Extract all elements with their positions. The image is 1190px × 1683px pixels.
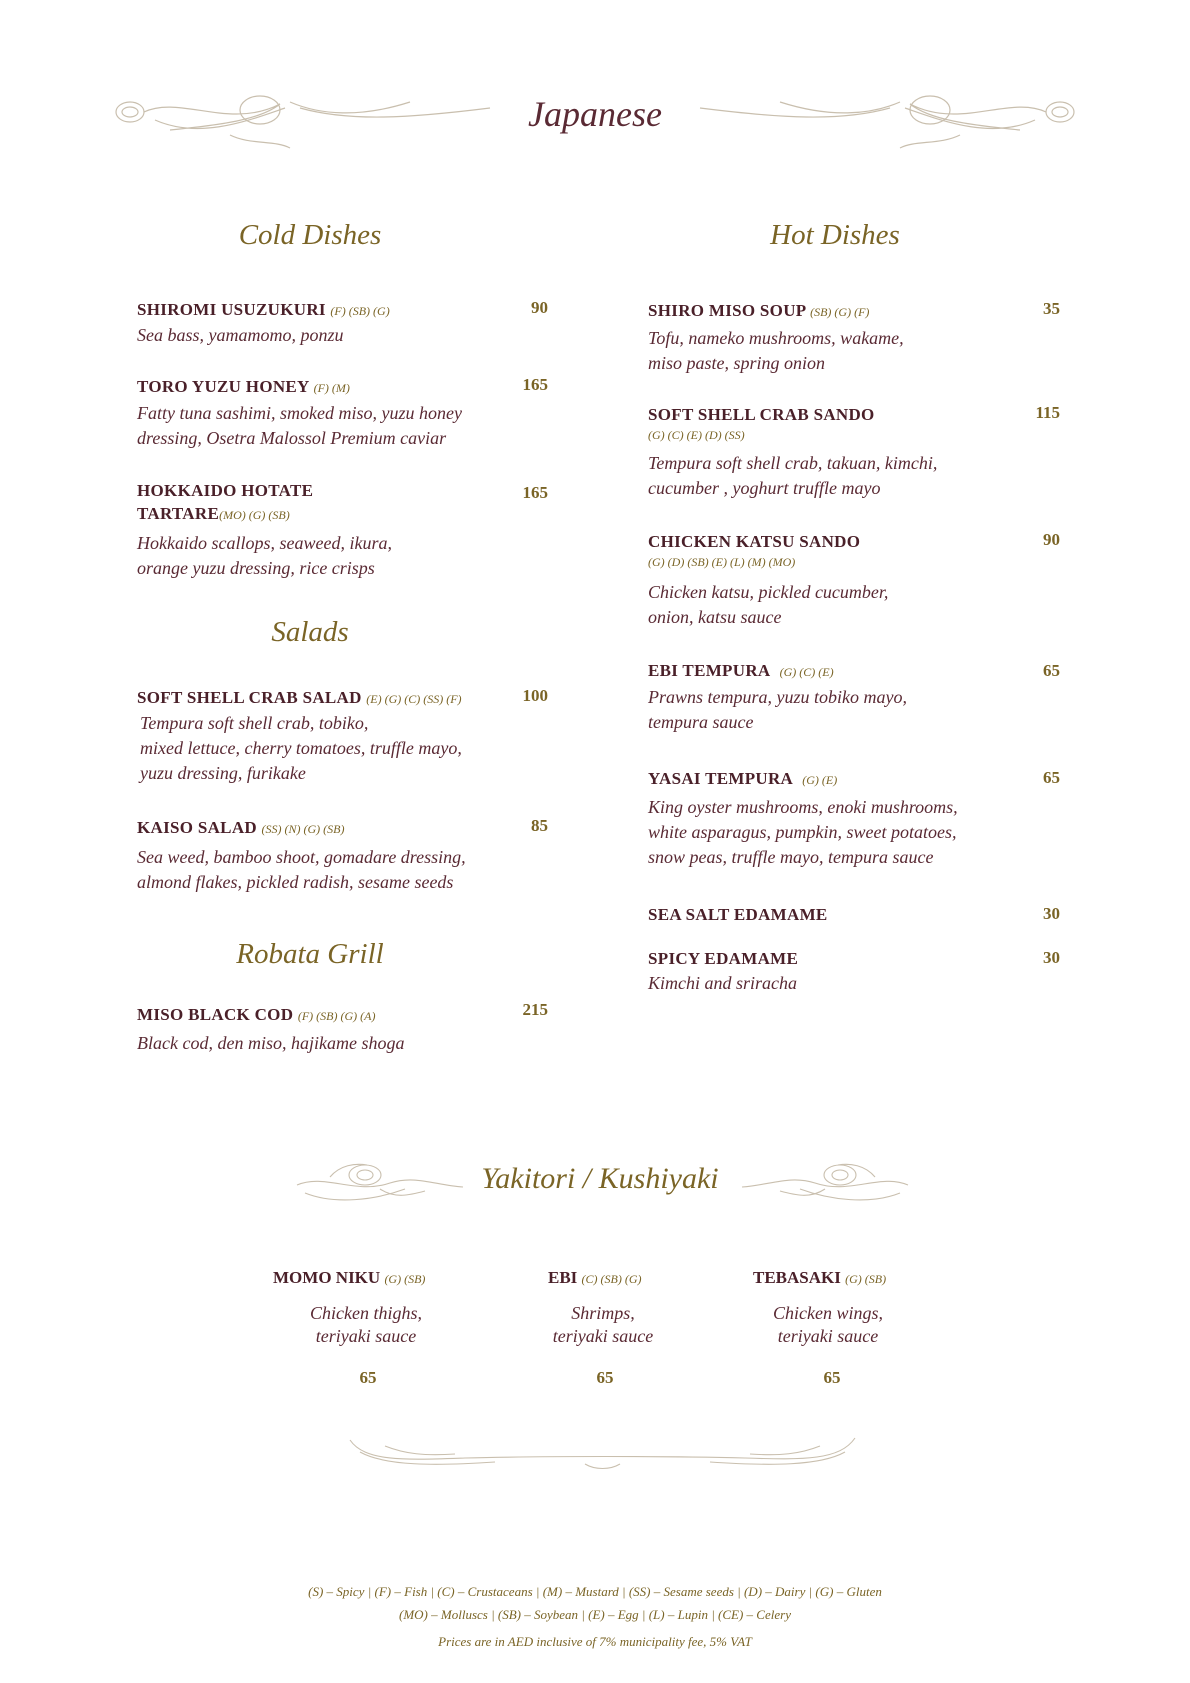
- menu-item-name: CHICKEN KATSU SANDO (G) (D) (SB) (E) (L) (M) (MO): [648, 532, 861, 569]
- menu-item-description: Chicken katsu, pickled cucumber, onion, katsu sauce: [648, 582, 889, 627]
- menu-item-price: 30: [1043, 904, 1060, 923]
- menu-item-name: SOFT SHELL CRAB SALAD (E) (G) (C) (SS) (F): [137, 688, 462, 707]
- salads-heading: Salads: [271, 616, 349, 648]
- header-flourish-left: [110, 90, 510, 150]
- bottom-flourish: [345, 1432, 860, 1477]
- menu-item-name: KAISO SALAD (SS) (N) (G) (SB): [137, 818, 345, 837]
- menu-item-name: SEA SALT EDAMAME: [648, 905, 828, 924]
- pricing-note: Prices are in AED inclusive of 7% municipality fee, 5% VAT: [438, 1634, 752, 1649]
- menu-item-price: 115: [1035, 403, 1060, 422]
- menu-item-price: 100: [522, 686, 548, 705]
- menu-item-price: 65: [1043, 768, 1060, 787]
- menu-item-price: 90: [531, 298, 548, 317]
- yakitori-flourish-left: [295, 1155, 465, 1210]
- menu-item-name: SHIROMI USUZUKURI (F) (SB) (G): [137, 300, 390, 319]
- menu-item-name: TORO YUZU HONEY (F) (M): [137, 377, 350, 396]
- yakitori-item-description: Chicken thighs, teriyaki sauce: [310, 1303, 422, 1346]
- yakitori-item-name: MOMO NIKU (G) (SB): [273, 1268, 426, 1287]
- menu-item-name: YASAI TEMPURA (G) (E): [648, 769, 838, 788]
- yakitori-item-description: Shrimps, teriyaki sauce: [552, 1303, 654, 1346]
- cold-dishes-heading: Cold Dishes: [238, 219, 382, 251]
- menu-item-description: Kimchi and sriracha: [648, 973, 798, 993]
- header-flourish-right: [680, 90, 1080, 150]
- yakitori-item-name: EBI (C) (SB) (G): [548, 1268, 642, 1287]
- menu-item-price: 85: [531, 816, 548, 835]
- robata-grill-heading: Robata Grill: [236, 938, 384, 970]
- hot-dishes-heading: Hot Dishes: [770, 219, 900, 251]
- menu-item-description: Sea weed, bamboo shoot, gomadare dressing, almond flakes, pickled radish, sesame seeds: [137, 847, 466, 892]
- menu-item-description: Sea bass, yamamomo, ponzu: [137, 325, 344, 345]
- menu-item-price: 165: [522, 483, 548, 502]
- yakitori-item-price: 65: [596, 1368, 614, 1387]
- menu-item-price: 165: [522, 375, 548, 394]
- menu-item-description: Black cod, den miso, hajikame shoga: [137, 1033, 405, 1053]
- menu-item-price: 30: [1043, 948, 1060, 967]
- yakitori-flourish-right: [740, 1155, 910, 1210]
- menu-item-description: Prawns tempura, yuzu tobiko mayo, tempura sauce: [648, 687, 907, 732]
- menu-item-description: Tofu, nameko mushrooms, wakame, miso paste, spring onion: [648, 328, 904, 373]
- menu-item-description: Hokkaido scallops, seaweed, ikura, orange yuzu dressing, rice crisps: [137, 533, 392, 578]
- menu-item-description: King oyster mushrooms, enoki mushrooms, white asparagus, pumpkin, sweet potatoes, snow peas, truffle mayo, tempura sauce: [648, 797, 958, 867]
- menu-item-price: 65: [1043, 661, 1060, 680]
- menu-item-description: Tempura soft shell crab, takuan, kimchi, cucumber , yoghurt truffle mayo: [648, 453, 938, 498]
- menu-item-price: 90: [1043, 530, 1060, 549]
- menu-item-description: Fatty tuna sashimi, smoked miso, yuzu honey dressing, Osetra Malossol Premium caviar: [137, 403, 462, 448]
- allergen-legend-line-1: (S) – Spicy | (F) – Fish | (C) – Crustaceans | (M) – Mustard | (SS) – Sesame seeds | (D) – Dairy | (G) – Gluten: [308, 1584, 882, 1599]
- yakitori-item-price: 65: [359, 1368, 377, 1387]
- menu-item-name: MISO BLACK COD (F) (SB) (G) (A): [137, 1005, 376, 1024]
- menu-item-name: EBI TEMPURA (G) (C) (E): [648, 661, 834, 680]
- menu-item-price: 35: [1043, 299, 1060, 318]
- yakitori-item-description: Chicken wings, teriyaki sauce: [773, 1303, 883, 1346]
- yakitori-heading: Yakitori / Kushiyaki: [481, 1162, 719, 1195]
- yakitori-item-price: 65: [823, 1368, 841, 1387]
- allergen-legend-line-2: (MO) – Molluscs | (SB) – Soybean | (E) – Egg | (L) – Lupin | (CE) – Celery: [399, 1607, 791, 1622]
- menu-item-price: 215: [522, 1000, 548, 1019]
- menu-item-name: SHIRO MISO SOUP (SB) (G) (F): [648, 301, 870, 320]
- menu-item-name: SOFT SHELL CRAB SANDO (G) (C) (E) (D) (SS): [648, 405, 875, 442]
- menu-item-name: SPICY EDAMAME: [648, 949, 799, 968]
- menu-item-name: HOKKAIDO HOTATE TARTARE(MO) (G) (SB): [137, 481, 314, 523]
- yakitori-item-name: TEBASAKI (G) (SB): [753, 1268, 887, 1287]
- menu-item-description: Tempura soft shell crab, tobiko, mixed lettuce, cherry tomatoes, truffle mayo, yuzu dressing, furikake: [140, 713, 462, 783]
- page-title: Japanese: [528, 94, 662, 134]
